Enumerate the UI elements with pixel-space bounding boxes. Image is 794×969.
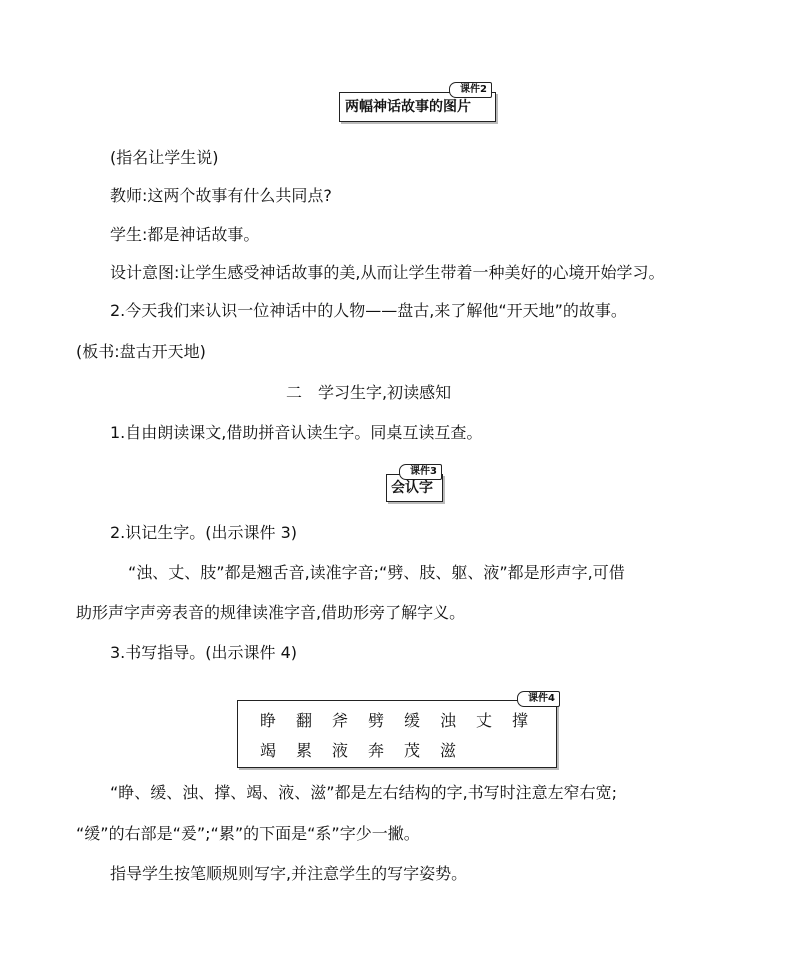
char: 睁 xyxy=(259,711,276,730)
char: 茂 xyxy=(403,741,420,760)
courseware-3-tag: 课件3 xyxy=(399,464,442,480)
paragraph-6: (板书:盘古开天地) xyxy=(76,342,206,361)
character-row-2 xyxy=(250,740,466,762)
courseware-4-tag: 课件4 xyxy=(517,691,560,707)
paragraph-9a: “浊、丈、肢”都是翘舌音,读准字音;“劈、肢、躯、液”都是形声字,可借 xyxy=(128,563,625,582)
paragraph-11a: “睁、缓、浊、撑、竭、液、滋”都是左右结构的字,书写时注意左窄右宽; xyxy=(110,783,618,802)
char: 撑 xyxy=(511,711,528,730)
section-heading-2: 二 学习生字,初读感知 xyxy=(286,383,452,402)
char: 奔 xyxy=(367,741,384,760)
char: 竭 xyxy=(259,741,276,760)
char: 斧 xyxy=(331,711,348,730)
paragraph-7: 1.自由朗读课文,借助拼音认读生字。同桌互读互查。 xyxy=(110,423,483,442)
courseware-2-tag: 课件2 xyxy=(449,82,492,98)
char: 丈 xyxy=(475,711,492,730)
char: 缓 xyxy=(403,711,420,730)
paragraph-12: 指导学生按笔顺规则写字,并注意学生的写字姿势。 xyxy=(110,864,468,883)
paragraph-1: (指名让学生说) xyxy=(110,148,219,167)
paragraph-10: 3.书写指导。(出示课件 4) xyxy=(110,643,298,662)
paragraph-11b: “缓”的右部是“爰”;“累”的下面是“系”字少一撇。 xyxy=(76,824,420,843)
char: 滋 xyxy=(439,741,456,760)
char: 翻 xyxy=(295,711,312,730)
paragraph-4: 设计意图:让学生感受神话故事的美,从而让学生带着一种美好的心境开始学习。 xyxy=(110,263,665,282)
paragraph-9b: 助形声字声旁表音的规律读准字音,借助形旁了解字义。 xyxy=(76,603,466,622)
paragraph-2: 教师:这两个故事有什么共同点? xyxy=(110,186,332,205)
paragraph-8: 2.识记生字。(出示课件 3) xyxy=(110,523,298,542)
courseware-3-title: 会认字 xyxy=(391,480,433,496)
char: 累 xyxy=(295,741,312,760)
char: 浊 xyxy=(439,711,456,730)
character-row-1 xyxy=(250,710,538,732)
paragraph-5: 2.今天我们来认识一位神话中的人物——盘古,来了解他“开天地”的故事。 xyxy=(110,301,627,320)
char: 劈 xyxy=(367,711,384,730)
courseware-2-title: 两幅神话故事的图片 xyxy=(345,99,471,115)
paragraph-3: 学生:都是神话故事。 xyxy=(110,225,260,244)
char: 液 xyxy=(331,741,348,760)
